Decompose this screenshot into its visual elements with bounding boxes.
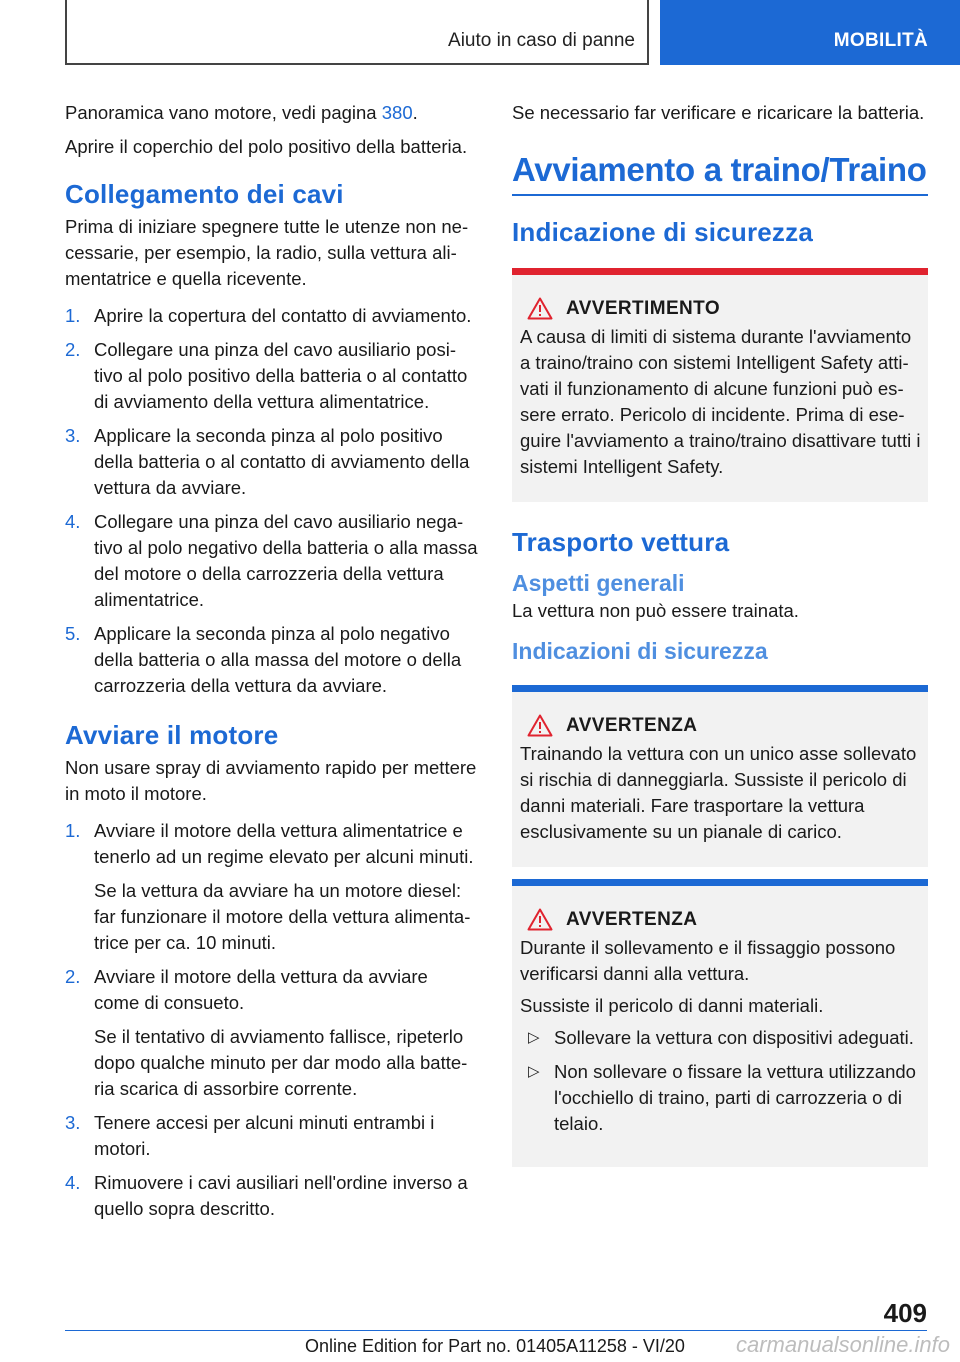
list-item: 4. Collegare una pinza del cavo ausiliario negativo al polo negativo della batteria o alla massa del motore o della carrozzeria della vettura alimentatrice.: [65, 511, 478, 610]
warning-title: AVVERTENZA: [566, 714, 698, 736]
engine-heading: Avviare il motore: [65, 720, 279, 750]
footer-rule: [65, 1330, 927, 1331]
warning-triangle-icon: [520, 908, 560, 931]
transport-heading: Trasporto vettura: [512, 527, 730, 557]
list-item: 3. Applicare la seconda pinza al polo positivo della batteria o al contatto di avviamento della vettura da avviare.: [65, 425, 470, 498]
warning-bullets: [520, 1025, 921, 1137]
main-heading: Avviamento a traino/Traino: [512, 151, 927, 188]
warning-text: Trainando la vettura con un unico asse sollevato si rischia di danneggiarla. Sussiste il pericolo di danni materiali. Fare trasportare la vettura esclusivamente su un pianale di carico.: [520, 743, 917, 842]
list-item: 1. Aprire la copertura del contatto di avviamento.: [65, 305, 472, 326]
warning-triangle-icon: [520, 297, 560, 320]
list-item: 5. Applicare la seconda pinza al polo negativo della batteria o alla massa del motore o della carrozzeria della vettura da avviare.: [65, 623, 462, 696]
page-link[interactable]: 380: [381, 102, 413, 123]
battery-check-text: Se necessario far verificare e ricaricare la batteria.: [512, 102, 925, 123]
header-section-box: [65, 0, 649, 65]
triangle-bullet-icon: ▷: [528, 1029, 540, 1046]
left-column: [65, 100, 478, 1230]
header-chapter-box: [660, 0, 960, 65]
header-section-title: Aiuto in caso di panne: [448, 30, 635, 51]
list-item: 1. Avviare il motore della vettura alimentatrice e tenerlo ad un regime elevato per alcuni minuti. Se la vettura da avviare ha un motore diesel: far funzionare il motore della vettura alimentatrice per ca. 10 minuti.: [65, 820, 474, 953]
list-item: 4. Rimuovere i cavi ausiliari nell'ordine inverso a quello sopra descritto.: [65, 1172, 468, 1219]
warning-box-blue: [512, 685, 928, 867]
cables-steps: [65, 303, 478, 699]
warning-title-row: [520, 908, 921, 931]
warning-text: Sussiste il pericolo di danni materiali.: [520, 995, 824, 1016]
warning-title-row: [520, 714, 921, 737]
engine-bay-reference: Panoramica vano motore, vedi pagina 380.: [65, 102, 418, 123]
right-column: [512, 100, 928, 1167]
safety-heading: Indicazione di sicurezza: [512, 217, 813, 247]
header-chapter-title: MOBILITÀ: [833, 30, 928, 51]
cables-heading: Collegamento dei cavi: [65, 179, 344, 209]
warning-triangle-icon: [520, 714, 560, 737]
general-heading: Aspetti generali: [512, 570, 685, 596]
general-text: La vettura non può essere trainata.: [512, 600, 799, 621]
cables-text: Prima di iniziare spegnere tutte le utenze non necessarie, per esempio, la radio, sulla vettura alimentatrice e quella ricevente.: [65, 216, 469, 289]
list-item: 2. Avviare il motore della vettura da avviare come di consueto. Se il tentativo di avviamento fallisce, ripeterlo dopo qualche minuto per dar modo alla batteria scarica di assorbire corrente.: [65, 966, 468, 1099]
list-item: ▷ Non sollevare o fissare la vettura utilizzando l'occhiello di traino, parti di carrozzeria o di telaio.: [528, 1061, 916, 1134]
intro-text: Aprire il coperchio del polo positivo della batteria.: [65, 136, 468, 157]
warning-title: AVVERTENZA: [566, 908, 698, 930]
heading-rule: [512, 194, 928, 196]
list-item: ▷ Sollevare la vettura con dispositivi adeguati.: [520, 1025, 921, 1051]
warning-title: AVVERTIMENTO: [566, 297, 720, 319]
engine-text: Non usare spray di avviamento rapido per mettere in moto il motore.: [65, 757, 477, 804]
list-item: 3. Tenere accesi per alcuni minuti entrambi i motori.: [65, 1112, 435, 1159]
list-item: 2. Collegare una pinza del cavo ausiliario positivo al polo positivo della batteria o al contatto di avviamento della vettura alimentatrice.: [65, 339, 468, 412]
engine-steps: [65, 818, 478, 1222]
warning-box-red: [512, 268, 928, 502]
warning-text: Durante il sollevamento e il fissaggio possono verificarsi danni alla vettura.: [520, 937, 896, 984]
watermark: carmanualsonline.info: [735, 1332, 950, 1357]
warning-text: A causa di limiti di sistema durante l'avviamento a traino/traino con sistemi Intelligent Safety attivati il funzionamento di alcune funzioni può essere errato. Pericolo di incidente. Prima di eseguire l'avviamento a traino/traino disattivare tutti i sistemi Intelligent Safety.: [520, 326, 921, 477]
triangle-bullet-icon: ▷: [528, 1063, 540, 1080]
footer-edition: Online Edition for Part no. 01405A11258 - VI/20: [305, 1336, 685, 1356]
warning-box-blue: [512, 879, 928, 1167]
page-number: 409: [883, 1298, 927, 1328]
warning-title-row: [520, 297, 921, 320]
safety-subheading: Indicazioni di sicurezza: [512, 638, 768, 664]
